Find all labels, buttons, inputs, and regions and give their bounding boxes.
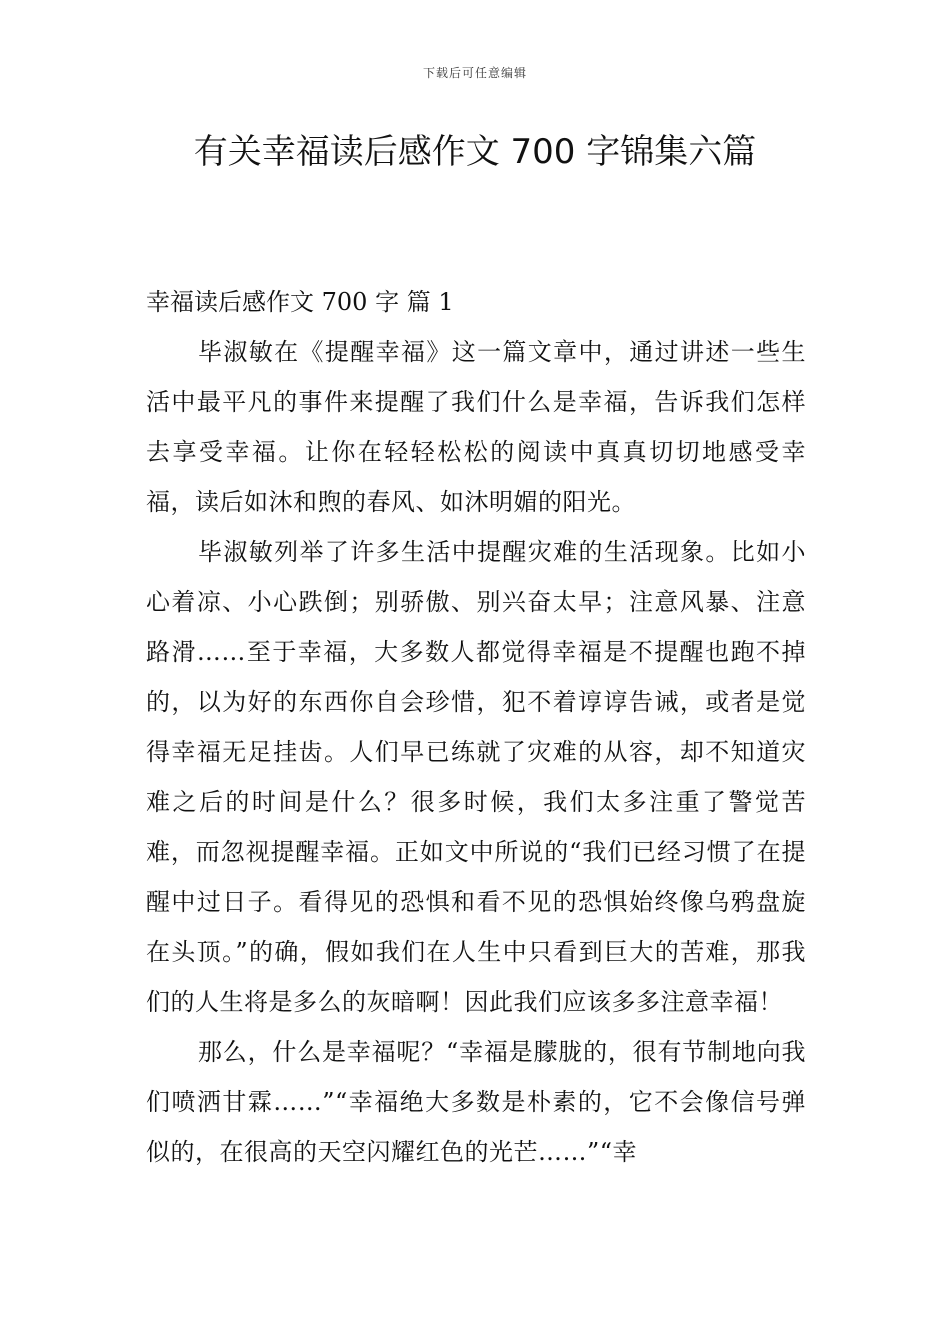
section-heading: 幸福读后感作文 700 字 篇 1 bbox=[146, 288, 454, 316]
document-title: 有关幸福读后感作文 700 字锦集六篇 bbox=[193, 132, 757, 172]
document-body bbox=[146, 277, 806, 1177]
paragraph-1: 毕淑敏在《提醒幸福》这一篇文章中，通过讲述一些生活中最平凡的事件来提醒了我们什么是幸福，告诉我们怎样去享受幸福。让你在轻轻松松的阅读中真真切切地感受幸福，读后如沐和煦的春风、如沐明媚的阳光。 bbox=[146, 338, 806, 516]
paragraph-3: 那么，什么是幸福呢？“幸福是朦胧的，很有节制地向我们喷洒甘霖……”“幸福绝大多数是朴素的，它不会像信号弹似的，在很高的天空闪耀红色的光芒……”“幸 bbox=[146, 1038, 806, 1166]
paragraph-2: 毕淑敏列举了许多生活中提醒灾难的生活现象。比如小心着凉、小心跌倒；别骄傲、别兴奋太早；注意风暴、注意路滑……至于幸福，大多数人都觉得幸福是不提醒也跑不掉的，以为好的东西你自会珍惜，犯不着谆谆告诫，或者是觉得幸福无足挂齿。人们早已练就了灾难的从容，却不知道灾难之后的时间是什么？很多时候，我们太多注重了警觉苦难，而忽视提醒幸福。正如文中所说的“我们已经习惯了在提醒中过日子。看得见的恐惧和看不见的恐惧始终像乌鸦盘旋在头顶。”的确，假如我们在人生中只看到巨大的苦难，那我们的人生将是多么的灰暗啊！因此我们应该多多注意幸福！ bbox=[146, 538, 806, 1016]
header-note: 下载后可任意编辑 bbox=[422, 66, 527, 80]
